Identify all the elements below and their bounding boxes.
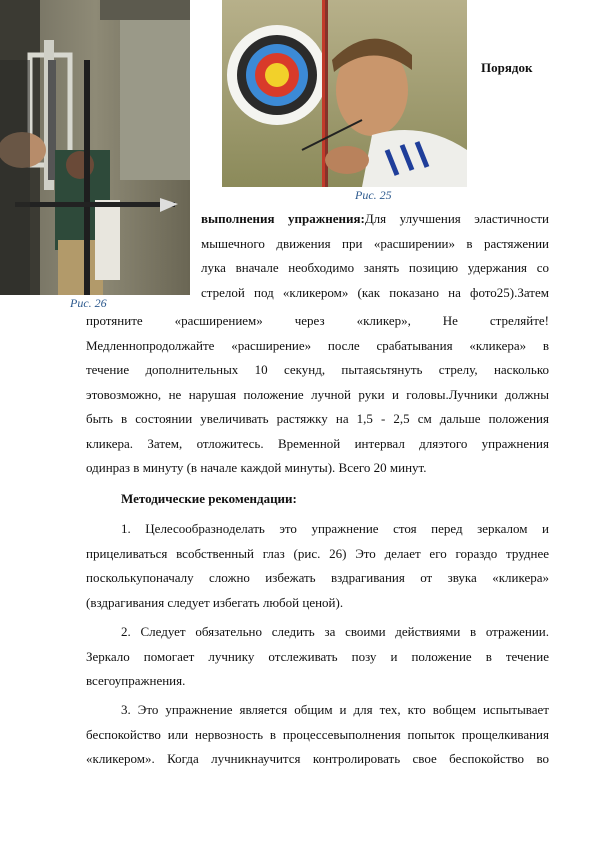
figure-25-caption: Рис. 25 (355, 188, 392, 202)
rec3-line-2: беспокойство или нервозность в процессевыполнения попыток прощелкивания (86, 726, 549, 742)
exercise-body (86, 309, 549, 481)
rec1-line-4: (вздрагивания следует избегать любой ценой). (86, 594, 344, 610)
body-line-1: протяните «расширением» через «кликер», Не стреляйте! (86, 313, 549, 328)
body-line-5: быть в состоянии увеличивать растяжку на 1,5 - 2,5 см дальше положения (86, 411, 549, 426)
recommendations-heading: Методические рекомендации: (121, 491, 297, 506)
figure-25-photo (222, 0, 467, 187)
figure-26-caption: Рис. 26 (70, 296, 107, 310)
figure-26-photo (0, 0, 190, 295)
body-line-3: течение дополнительных 10 секунд, пытаясьтянуть стрелу, насколько (86, 362, 549, 377)
intro-line-1: выполнения упражнения:Для улучшения эластичности (201, 211, 550, 226)
rec1-line-3: посколькупоначалу сложно избежать вздрагивания от звука «кликера» (86, 570, 549, 585)
archer-behind-bow-image (0, 0, 190, 295)
recommendation-2 (86, 620, 549, 694)
rec2-line-2: Зеркало помогает лучнику отслеживать позу и положение в течение (86, 648, 549, 664)
body-line-4: этовозможно, не нарушая положение лучной руки и головы.Лучники должны (86, 386, 549, 402)
intro-line-3: лука вначале необходимо занять позицию удержания со (201, 260, 549, 275)
body-line-7: одинраз в минуту (в начале каждой минуты). Всего 20 минут. (86, 460, 427, 475)
intro-line-4: стрелой под «кликером» (как показано на фото25).Затем (201, 284, 549, 300)
intro-line-2: мышечного движения при «расширении» в растяжении (201, 235, 549, 251)
recommendation-3 (86, 698, 549, 772)
intro-paragraph (201, 207, 549, 305)
rec3-line-1: 3. Это упражнение является общим и для тех, кто вобщем испытывает (121, 702, 549, 717)
rec2-line-1: 2. Следует обязательно следить за своими действиями в отражении. (121, 624, 549, 639)
archer-full-draw-image (222, 0, 467, 187)
intro-bold-label: выполнения упражнения: (201, 211, 365, 226)
rec2-line-3: всегоупражнения. (86, 673, 186, 688)
rec3-line-3: «кликером». Когда лучникнаучится контролировать свое беспокойство во (86, 751, 549, 766)
order-heading-word: Порядок (481, 60, 533, 75)
recommendation-1 (86, 517, 549, 615)
rec1-line-2: прицеливаться всобственный глаз (рис. 26) Это делает его гораздо труднее (86, 545, 549, 561)
body-line-6: кликера. Затем, отложитесь. Временной интервал дляэтого упражнения (86, 435, 549, 451)
body-line-2: Медленнопродолжайте «расширение» после срабатывания «кликера» в (86, 337, 549, 353)
rec1-line-1: 1. Целесообразноделать это упражнение стоя перед зеркалом и (121, 521, 549, 536)
